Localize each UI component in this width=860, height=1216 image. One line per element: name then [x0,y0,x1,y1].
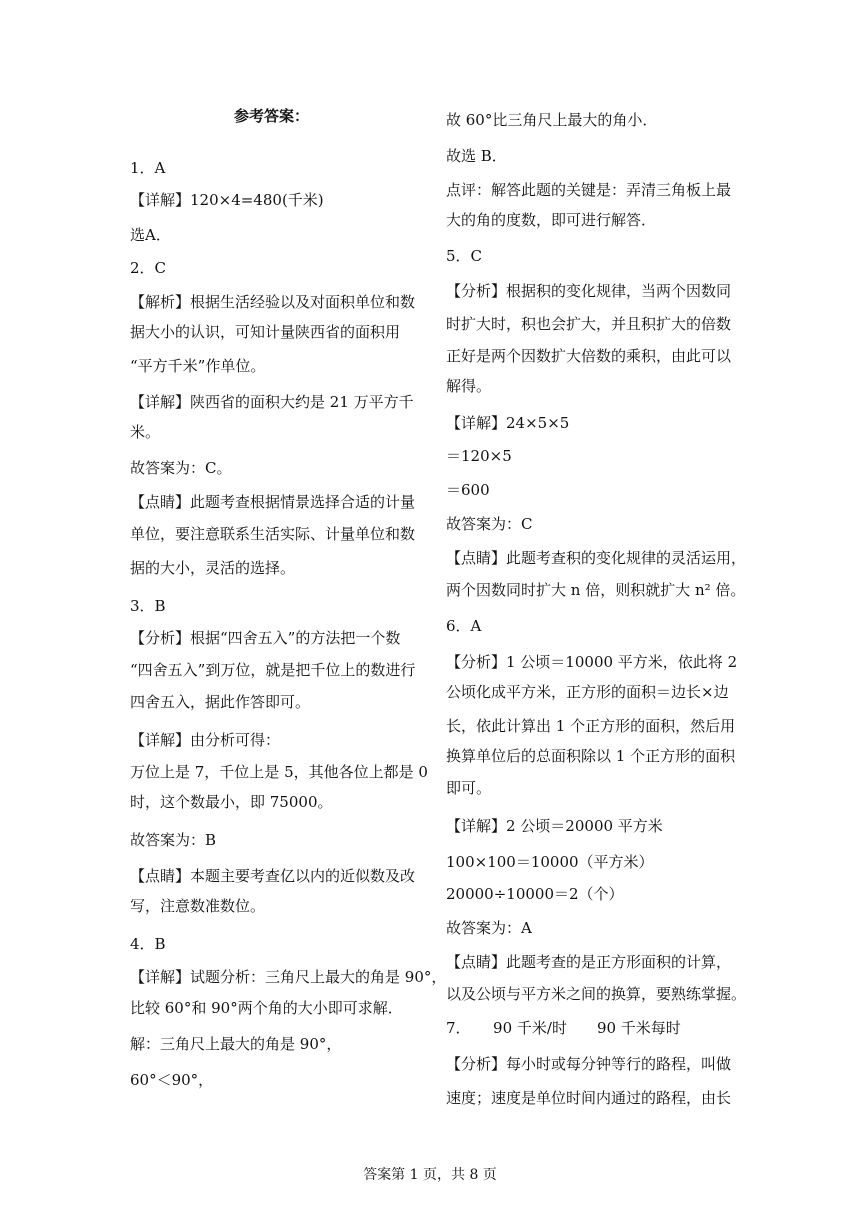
left-column-line: “四舍五入”到万位，就是把千位上的数进行 [130,661,416,679]
left-column-line: 故答案为：C。 [130,459,232,477]
left-column-line: 1．A [130,159,166,177]
right-column-line: 20000÷10000＝2（个） [446,885,624,903]
right-column-line: 【详解】24×5×5 [446,414,570,432]
left-column-line: 4．B [130,935,166,953]
left-column-line: 四舍五入，据此作答即可。 [130,693,311,711]
left-column-line: 选A． [130,226,171,244]
right-column-line: ＝120×5 [446,447,512,465]
right-column-line: 正好是两个因数扩大倍数的乘积，由此可以 [446,347,732,365]
left-column-line: 故答案为：B [130,831,217,849]
left-column-line: 【分析】根据“四舍五入”的方法把一个数 [130,629,401,647]
left-column-line: 比较 60°和 90°两个角的大小即可求解． [130,999,403,1017]
right-column-line: 故答案为：C [446,515,533,533]
left-column-line: 万位上是 7，千位上是 5，其他各位上都是 0 [130,763,428,781]
left-column-line: 据大小的认识，可知计量陕西省的面积用 [130,323,401,341]
right-column-line: 点评：解答此题的关键是：弄清三角板上最 [446,181,732,199]
right-column-line: 即可。 [446,779,492,797]
right-column-line: 以及公顷与平方米之间的换算，要熟练掌握。 [446,985,747,1003]
right-column-line: 7． 90 千米/时 90 千米每时 [446,1019,681,1037]
right-column-line: 公顷化成平方米，正方形的面积＝边长×边 [446,683,729,701]
right-column-line: 【分析】每小时或每分钟等行的路程，叫做 [446,1055,732,1073]
right-column-line: 换算单位后的总面积除以 1 个正方形的面积 [446,747,736,765]
right-column-line: 【点睛】此题考查积的变化规律的灵活运用， [446,549,747,567]
left-column-line: 单位，要注意联系生活实际、计量单位和数 [130,525,416,543]
right-column-line: 长，依此计算出 1 个正方形的面积，然后用 [446,717,736,735]
left-column-line: 写，注意数准数位。 [130,897,266,915]
page-footer: 答案第 1 页，共 8 页 [363,1167,497,1183]
left-column-line: 米。 [130,423,161,441]
left-column-line: 【点睛】本题主要考查亿以内的近似数及改 [130,867,416,885]
answer-title: 参考答案： [234,107,310,125]
left-column-line: 【详解】由分析可得： [130,731,281,749]
right-column-line: 【详解】2 公顷＝20000 平方米 [446,817,663,835]
right-column-line: 【分析】根据积的变化规律，当两个因数同 [446,282,732,300]
left-column-line: 【详解】试题分析：三角尺上最大的角是 90°， [130,968,447,986]
left-column-line: 3．B [130,597,166,615]
left-column-line: 【详解】120×4=480(千米) [130,191,324,209]
left-column-line: 2．C [130,259,167,277]
right-column-line: 故答案为：A [446,919,532,937]
right-column-line: 时扩大时，积也会扩大，并且积扩大的倍数 [446,315,732,333]
right-column-line: 【点睛】此题考查的是正方形面积的计算， [446,953,732,971]
right-column-line: 【分析】1 公顷＝10000 平方米，依此将 2 [446,653,738,671]
right-column-line: 5．C [446,247,483,265]
right-column-line: 6．A [446,617,482,635]
right-column-line: 100×100＝10000（平方米） [446,853,654,871]
right-column-line: 故 60°比三角尺上最大的角小． [446,111,658,129]
right-column-line: 两个因数同时扩大 n 倍，则积就扩大 n² 倍。 [446,581,746,599]
left-column-line: 【详解】陕西省的面积大约是 21 万平方千 [130,393,414,411]
left-column-line: 【解析】根据生活经验以及对面积单位和数 [130,293,416,311]
left-column-line: 时，这个数最小，即 75000。 [130,793,333,811]
left-column-line: 【点睛】此题考查根据情景选择合适的计量 [130,493,416,511]
right-column-line: 解得。 [446,377,492,395]
right-column-line: ＝600 [446,481,490,499]
right-column-line: 速度；速度是单位时间内通过的路程，由长 [446,1089,732,1107]
left-column-line: “平方千米”作单位。 [130,357,266,375]
left-column-line: 据的大小，灵活的选择。 [130,559,296,577]
right-column-line: 故选 B． [446,147,507,165]
left-column-line: 解：三角尺上最大的角是 90°， [130,1035,342,1053]
right-column-line: 大的角的度数，即可进行解答． [446,211,657,229]
left-column-line: 60°＜90°， [130,1071,214,1089]
